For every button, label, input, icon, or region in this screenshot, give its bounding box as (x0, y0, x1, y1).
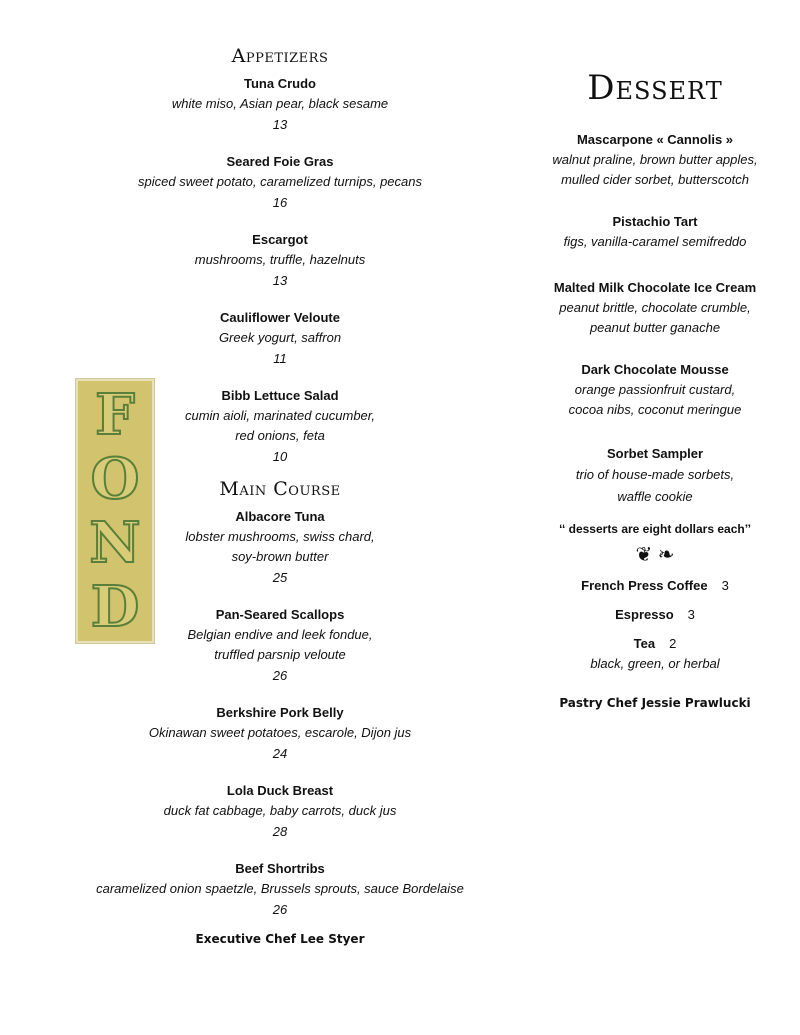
flourish-ornament-icon: ❦ ❧ (635, 544, 675, 566)
item-desc: figs, vanilla-caramel semifreddo (563, 234, 747, 249)
item-price: 26 (272, 668, 288, 683)
item-price: 13 (272, 273, 288, 288)
menu-item (90, 230, 470, 291)
beverage-name: French Press Coffee (581, 578, 708, 593)
item-price: 25 (272, 570, 288, 585)
item-desc: lobster mushrooms, swiss chard, (185, 529, 375, 544)
item-desc-line2: soy-brown butter (231, 549, 329, 564)
item-name: Dark Chocolate Mousse (581, 362, 729, 377)
dessert-item (540, 278, 770, 338)
item-desc-line2: red onions, feta (235, 428, 325, 443)
logo-letter: N (89, 510, 141, 576)
item-price: 10 (272, 449, 288, 464)
beverage-name: Tea (633, 636, 656, 651)
item-name: Malted Milk Chocolate Ice Cream (553, 280, 757, 295)
item-name: Escargot (252, 232, 308, 247)
item-name: Lola Duck Breast (226, 783, 334, 798)
item-desc: orange passionfruit custard, (574, 382, 736, 397)
item-desc: white miso, Asian pear, black sesame (171, 96, 389, 111)
beverage-item (540, 605, 770, 625)
item-desc: Okinawan sweet potatoes, escarole, Dijon jus (148, 725, 412, 740)
logo-letter: O (90, 446, 140, 512)
item-price: 11 (273, 351, 287, 366)
item-desc-line2: waffle cookie (617, 489, 693, 504)
item-price: 16 (272, 195, 288, 210)
dessert-item (540, 360, 770, 420)
dessert-item (540, 212, 770, 252)
item-name: Mascarpone « Cannolis » (576, 132, 734, 147)
menu-item (90, 703, 470, 764)
item-desc: mushrooms, truffle, hazelnuts (194, 252, 366, 267)
item-desc-line2: mulled cider sorbet, butterscotch (561, 172, 749, 187)
dessert-title: Dessert (587, 68, 723, 108)
item-name: Beef Shortribs (235, 861, 325, 876)
beverage-item (540, 634, 770, 654)
item-desc: walnut praline, brown butter apples, (552, 152, 758, 167)
menu-item (90, 781, 470, 842)
item-desc-line2: truffled parsnip veloute (214, 647, 346, 662)
left-column (90, 44, 470, 946)
pastry-chef: Pastry Chef Jessie Prawlucki (559, 696, 751, 710)
item-price: 13 (272, 117, 288, 132)
item-desc: peanut brittle, chocolate crumble, (559, 300, 751, 315)
item-name: Pistachio Tart (612, 214, 698, 229)
beverage-price: 2 (669, 636, 677, 651)
item-desc: spiced sweet potato, caramelized turnips, pecans (138, 174, 422, 189)
beverage-item (540, 576, 770, 596)
item-price: 28 (272, 824, 288, 839)
menu-item (90, 74, 470, 135)
item-name: Sorbet Sampler (606, 446, 704, 461)
executive-chef: Executive Chef Lee Styer (195, 932, 365, 946)
menu-item (90, 859, 470, 920)
logo-letter: D (90, 574, 140, 640)
appetizers-title: Appetizers (231, 45, 329, 67)
logo-letter: F (95, 382, 135, 448)
item-name: Pan-Seared Scallops (215, 607, 345, 622)
main-course-title: Main Course (219, 478, 341, 500)
item-desc: caramelized onion spaetzle, Brussels sprouts, sauce Bordelaise (96, 881, 464, 896)
menu-item (90, 507, 470, 588)
item-desc: Belgian endive and leek fondue, (187, 627, 373, 642)
item-name: Berkshire Pork Belly (216, 705, 344, 720)
menu-item (90, 308, 470, 369)
beverage-price: 3 (721, 578, 729, 593)
item-name: Bibb Lettuce Salad (221, 388, 339, 403)
menu-item (90, 382, 470, 467)
item-desc: duck fat cabbage, baby carrots, duck jus (163, 803, 397, 818)
item-desc: cumin aioli, marinated cucumber, (184, 408, 376, 423)
item-price: 24 (272, 746, 288, 761)
menu-item (90, 605, 470, 686)
right-column (540, 66, 770, 710)
menu-item (90, 152, 470, 213)
item-name: Seared Foie Gras (226, 154, 334, 169)
item-price: 26 (272, 902, 288, 917)
item-desc: Greek yogurt, saffron (218, 330, 342, 345)
dessert-item (540, 444, 770, 508)
item-desc-line2: peanut butter ganache (589, 320, 721, 335)
item-desc: trio of house-made sorbets, (575, 467, 735, 482)
beverage-price: 3 (687, 607, 695, 622)
dessert-price-note: ‘‘ desserts are eight dollars each’’ (559, 522, 751, 536)
item-desc-line2: cocoa nibs, coconut meringue (568, 402, 742, 417)
item-name: Albacore Tuna (235, 509, 325, 524)
item-name: Tuna Crudo (244, 76, 316, 91)
beverage-name: Espresso (615, 607, 674, 622)
dessert-item (540, 130, 770, 190)
tea-desc: black, green, or herbal (590, 656, 720, 671)
item-name: Cauliflower Veloute (220, 310, 340, 325)
